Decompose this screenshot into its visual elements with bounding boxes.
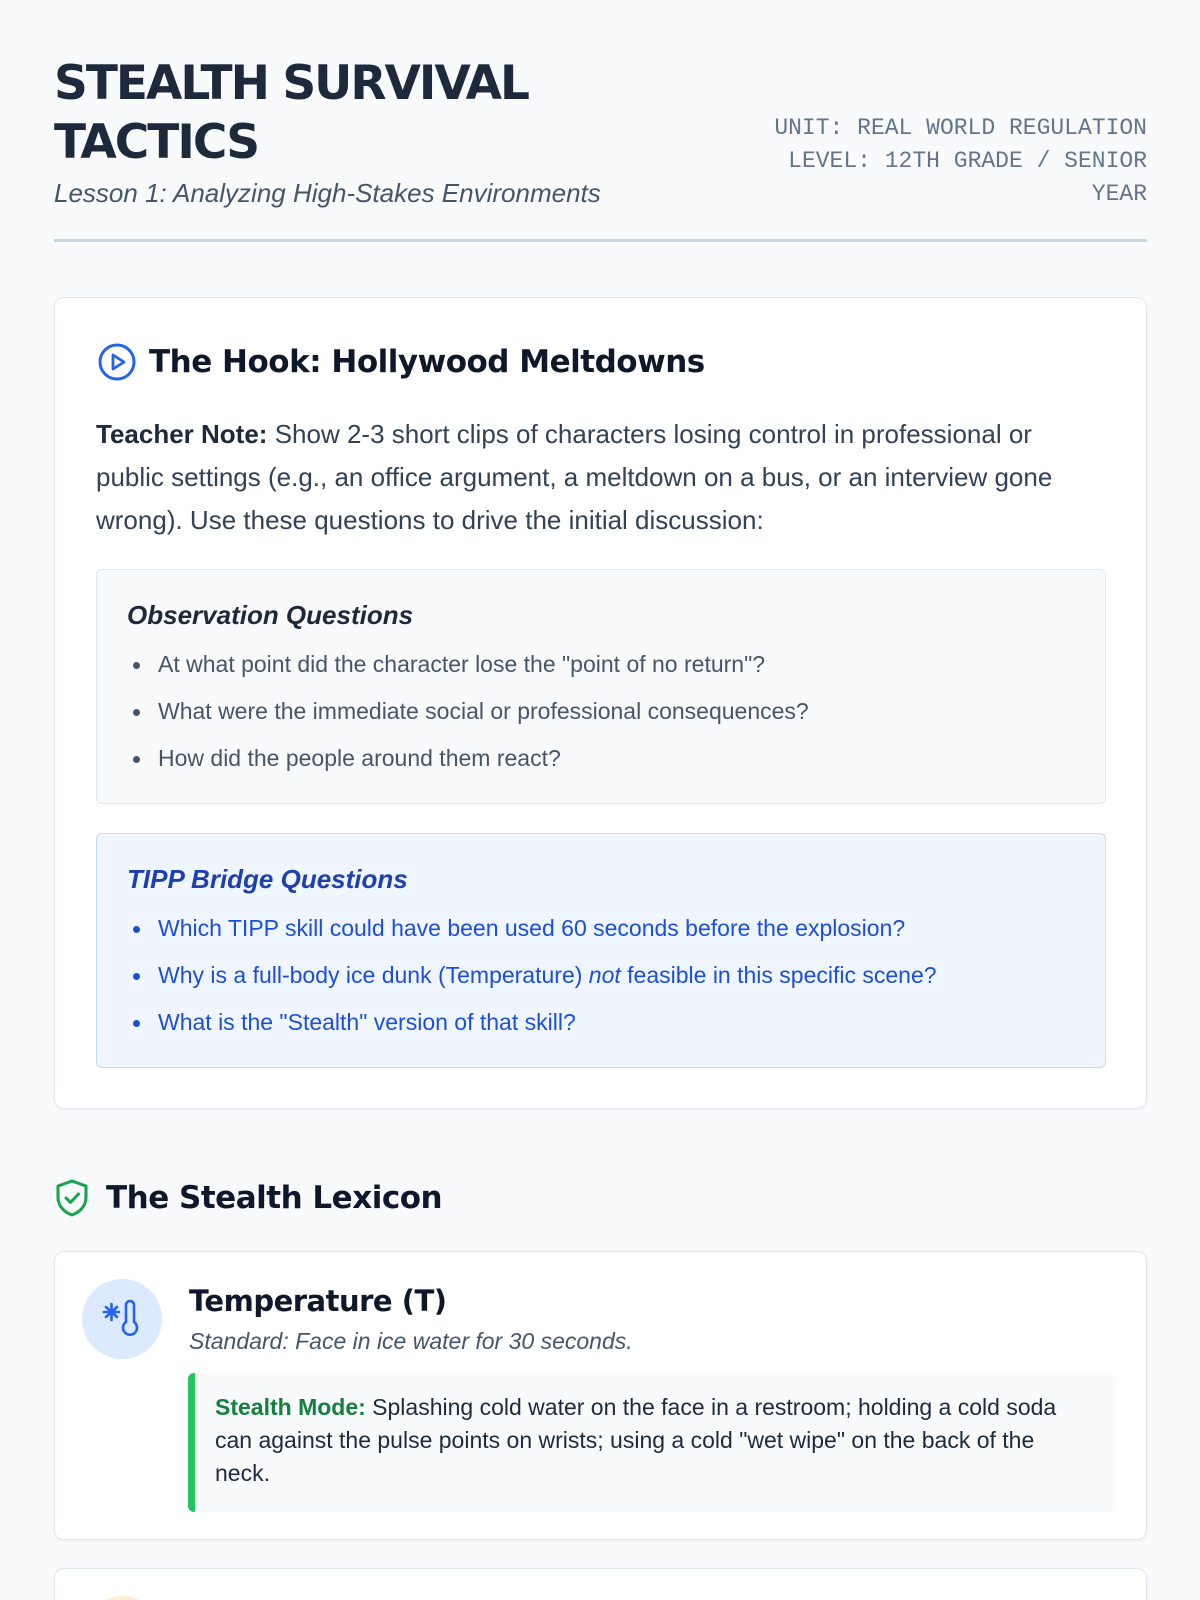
unit-label: UNIT: REAL WORLD REGULATION bbox=[774, 115, 1147, 141]
level-label: LEVEL: 12TH GRADE / SENIOR YEAR bbox=[788, 148, 1147, 207]
stealth-mode-text: Splashing cold water on the face in a restroom; holding a cold soda can against the pulse points on wrists; using a cold "wet wipe" on the back of the neck. bbox=[215, 1394, 1057, 1486]
stealth-mode-label: Stealth Mode: bbox=[215, 1394, 366, 1420]
tipp-q2-before: Why is a full-body ice dunk (Temperature) bbox=[158, 962, 589, 988]
hook-heading bbox=[97, 342, 705, 382]
lexicon-heading bbox=[54, 1178, 442, 1218]
observation-questions-box bbox=[96, 569, 1106, 804]
teacher-note-text: Show 2-3 short clips of characters losing control in professional or public settings (e.g., an office argument, a meltdown on a bus, or an interview gone wrong). Use these questions to drive the initial discussion: bbox=[96, 419, 1053, 535]
teacher-note-label: Teacher Note: bbox=[96, 419, 268, 449]
observation-title: Observation Questions bbox=[127, 600, 414, 630]
page-header bbox=[54, 54, 1147, 242]
tipp-q2-emphasis: not bbox=[588, 962, 621, 988]
tipp-q2-after: feasible in this specific scene? bbox=[620, 962, 937, 988]
list-item bbox=[127, 952, 1075, 999]
temperature-name: Temperature (T) bbox=[189, 1284, 447, 1318]
hook-card bbox=[54, 297, 1147, 1109]
unit-meta bbox=[727, 112, 1147, 211]
play-circle-icon bbox=[97, 342, 137, 382]
next-card-icon-badge bbox=[82, 1596, 162, 1600]
temperature-standard: Standard: Face in ice water for 30 seconds. bbox=[189, 1328, 633, 1354]
teacher-note bbox=[96, 413, 1106, 542]
lesson-subtitle: Lesson 1: Analyzing High-Stakes Environments bbox=[54, 178, 601, 208]
temperature-icon-badge bbox=[82, 1279, 162, 1359]
next-lexicon-card bbox=[54, 1568, 1147, 1600]
hook-title: The Hook: Hollywood Meltdowns bbox=[149, 344, 705, 380]
tipp-bridge-questions-box bbox=[96, 833, 1106, 1068]
list-item: Which TIPP skill could have been used 60 seconds before the explosion? bbox=[127, 905, 1075, 952]
tipp-title: TIPP Bridge Questions bbox=[127, 864, 408, 894]
stealth-mode-box bbox=[188, 1373, 1116, 1512]
thermometer-snowflake-icon bbox=[102, 1299, 142, 1339]
list-item: What were the immediate social or professional consequences? bbox=[127, 688, 1075, 735]
lexicon-title: The Stealth Lexicon bbox=[106, 1180, 443, 1216]
list-item: How did the people around them react? bbox=[127, 735, 1075, 782]
shield-check-icon bbox=[54, 1178, 90, 1218]
list-item: At what point did the character lose the "point of no return"? bbox=[127, 641, 1075, 688]
page-title: STEALTH SURVIVAL TACTICS bbox=[54, 56, 528, 170]
tipp-list bbox=[127, 905, 1075, 1046]
list-item: What is the "Stealth" version of that skill? bbox=[127, 999, 1075, 1046]
temperature-card bbox=[54, 1251, 1147, 1540]
observation-list bbox=[127, 641, 1075, 782]
